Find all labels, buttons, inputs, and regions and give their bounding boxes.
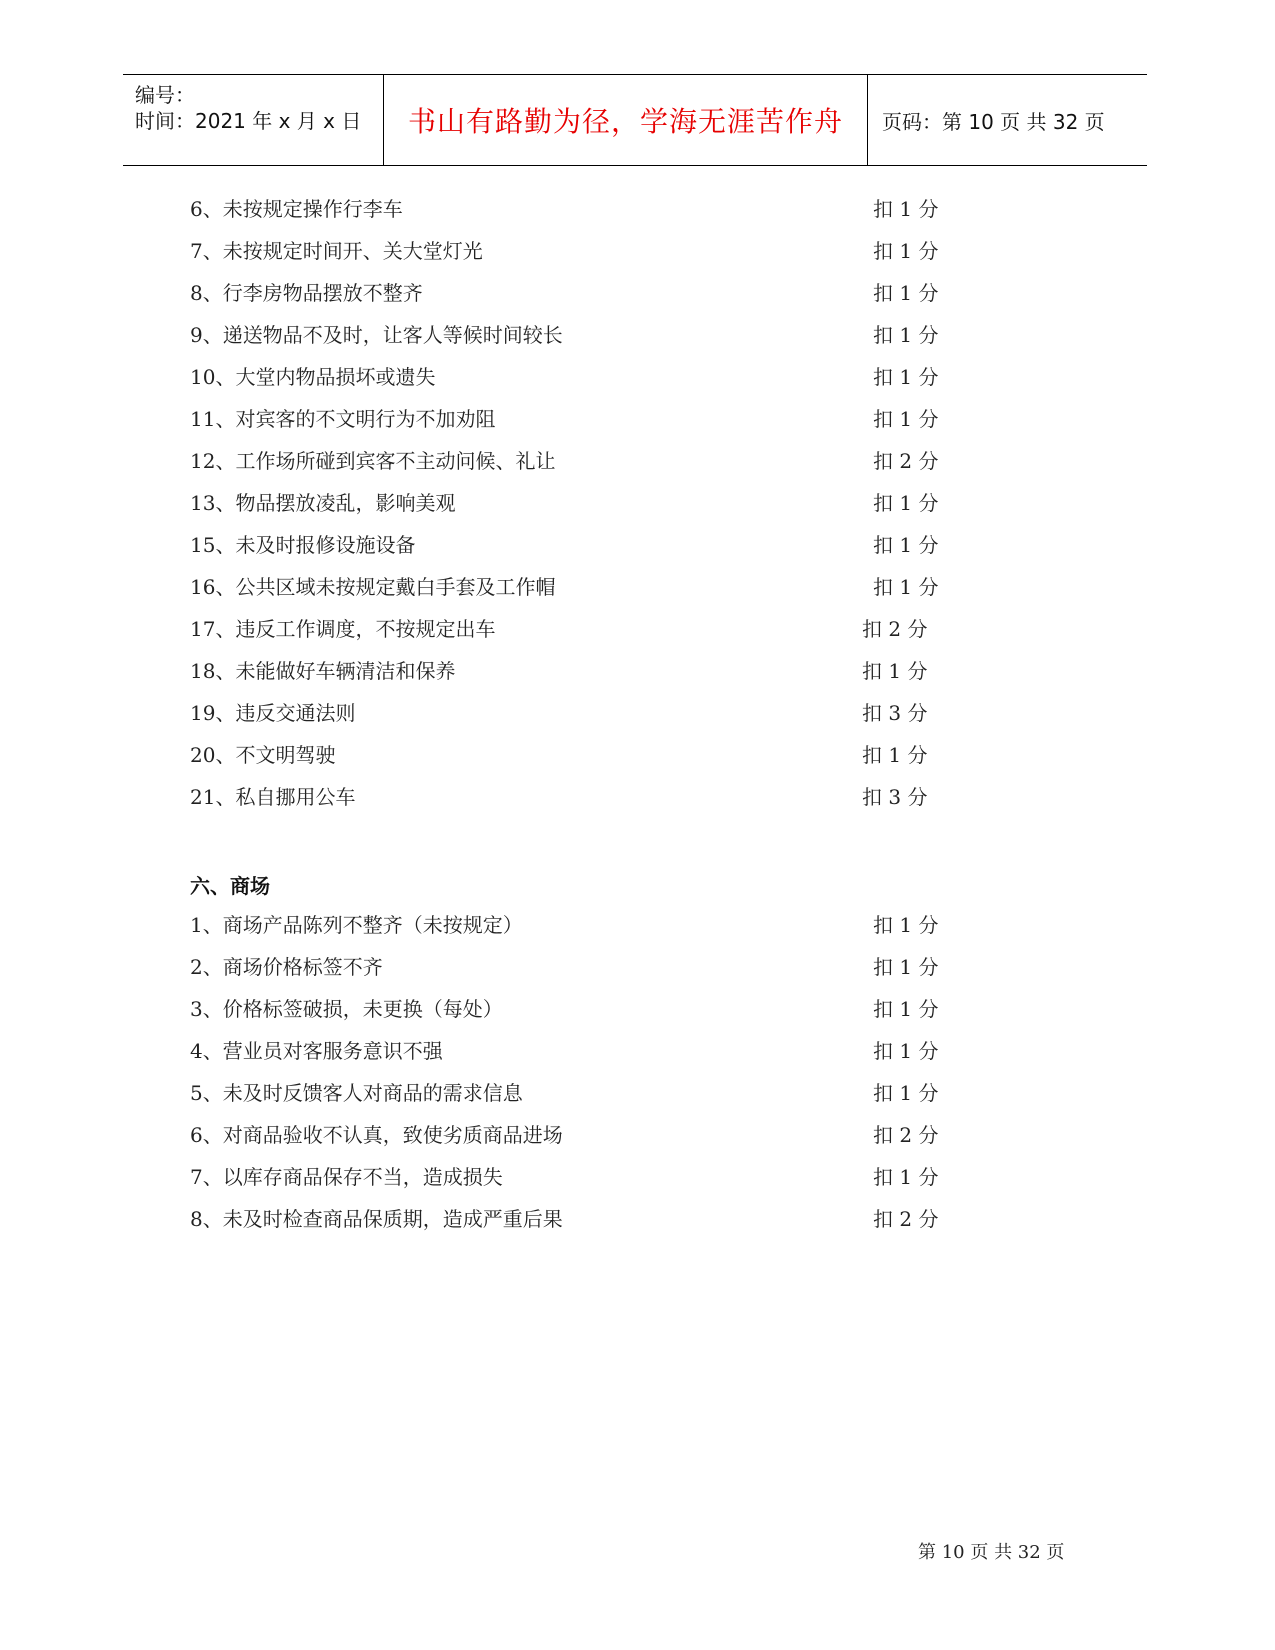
list-item: 7、未按规定时间开、关大堂灯光 xyxy=(190,239,483,263)
list-item-points: 扣 1 分 xyxy=(873,365,939,389)
page-code: 页码：第 10 页 共 32 页 xyxy=(882,109,1105,134)
list-item: 21、私自挪用公车 xyxy=(190,785,356,809)
list-item-points: 扣 1 分 xyxy=(873,239,939,263)
list-item: 20、不文明驾驶 xyxy=(190,743,336,767)
list-item: 6、对商品验收不认真，致使劣质商品进场 xyxy=(190,1123,563,1147)
list-item-points: 扣 1 分 xyxy=(873,281,939,305)
list-item: 11、对宾客的不文明行为不加劝阻 xyxy=(190,407,496,431)
list-item: 18、未能做好车辆清洁和保养 xyxy=(190,659,456,683)
list-item-points: 扣 2 分 xyxy=(873,1123,939,1147)
list-item: 8、行李房物品摆放不整齐 xyxy=(190,281,423,305)
list-item-points: 扣 1 分 xyxy=(873,1039,939,1063)
list-item-points: 扣 3 分 xyxy=(862,785,928,809)
list-item-points: 扣 1 分 xyxy=(873,1081,939,1105)
header-page-cell xyxy=(868,75,1147,165)
list-item-points: 扣 1 分 xyxy=(873,1165,939,1189)
header-motto-cell xyxy=(383,75,868,165)
list-item: 9、递送物品不及时，让客人等候时间较长 xyxy=(190,323,563,347)
list-item: 1、商场产品陈列不整齐（未按规定） xyxy=(190,913,523,937)
page-footer: 第 10 页 共 32 页 xyxy=(918,1542,1065,1563)
time-label: 时间：2021 年 x 月 x 日 xyxy=(135,109,362,133)
list-item: 16、公共区域未按规定戴白手套及工作帽 xyxy=(190,575,556,599)
list-item: 15、未及时报修设施设备 xyxy=(190,533,416,557)
code-label: 编号： xyxy=(135,83,195,107)
list-item-points: 扣 2 分 xyxy=(873,1207,939,1231)
list-item-points: 扣 1 分 xyxy=(873,491,939,515)
list-item: 19、违反交通法则 xyxy=(190,701,356,725)
list-item-points: 扣 1 分 xyxy=(873,533,939,557)
list-item-points: 扣 1 分 xyxy=(873,407,939,431)
list-item: 10、大堂内物品损坏或遗失 xyxy=(190,365,436,389)
list-item: 4、营业员对客服务意识不强 xyxy=(190,1039,443,1063)
header-info-cell xyxy=(123,75,383,165)
section-title: 六、商场 xyxy=(190,874,270,898)
list-item-points: 扣 1 分 xyxy=(873,955,939,979)
list-item-points: 扣 1 分 xyxy=(873,575,939,599)
list-item: 5、未及时反馈客人对商品的需求信息 xyxy=(190,1081,523,1105)
list-item: 13、物品摆放凌乱，影响美观 xyxy=(190,491,456,515)
list-item-points: 扣 2 分 xyxy=(873,449,939,473)
list-item: 3、价格标签破损，未更换（每处） xyxy=(190,997,503,1021)
list-item: 17、违反工作调度，不按规定出车 xyxy=(190,617,496,641)
list-item-points: 扣 1 分 xyxy=(873,997,939,1021)
list-item-points: 扣 2 分 xyxy=(862,617,928,641)
motto-text: 书山有路勤为径，学海无涯苦作舟 xyxy=(407,105,843,138)
list-item-points: 扣 1 分 xyxy=(862,659,928,683)
page-header xyxy=(123,74,1147,166)
list-item-points: 扣 1 分 xyxy=(873,197,939,221)
list-item: 6、未按规定操作行李车 xyxy=(190,197,403,221)
list-item: 7、以库存商品保存不当，造成损失 xyxy=(190,1165,503,1189)
list-item: 8、未及时检查商品保质期，造成严重后果 xyxy=(190,1207,563,1231)
list-item-points: 扣 1 分 xyxy=(873,323,939,347)
list-item: 2、商场价格标签不齐 xyxy=(190,955,383,979)
list-item: 12、工作场所碰到宾客不主动问候、礼让 xyxy=(190,449,556,473)
list-item-points: 扣 1 分 xyxy=(862,743,928,767)
list-item-points: 扣 1 分 xyxy=(873,913,939,937)
list-item-points: 扣 3 分 xyxy=(862,701,928,725)
